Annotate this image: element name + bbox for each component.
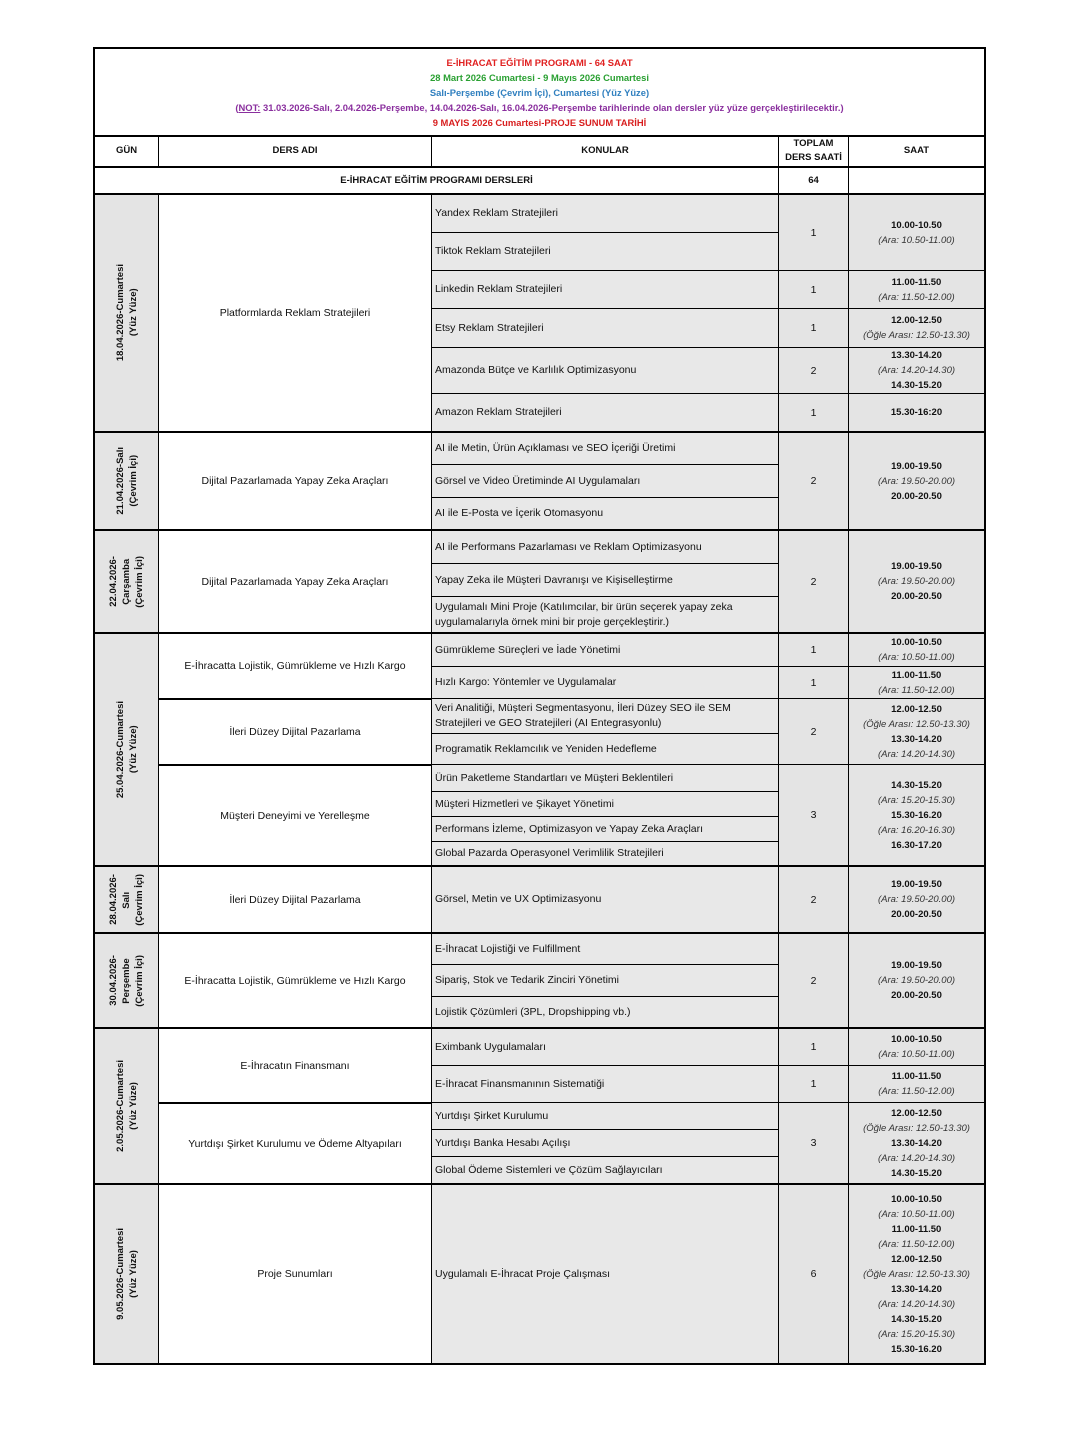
course-name: İleri Düzey Dijital Pazarlama bbox=[158, 865, 431, 932]
col-header-toplam-line2: DERS SAATİ bbox=[785, 151, 842, 163]
day-label: 22.04.2026- Çarşamba (Çevrim İçi) bbox=[108, 555, 145, 608]
topic-item: Gümrükleme Süreçleri ve İade Yönetimi bbox=[431, 632, 778, 666]
break-time: (Ara: 11.50-12.00) bbox=[878, 1238, 955, 1250]
topic-item: Amazon Reklam Stratejileri bbox=[431, 393, 778, 431]
break-time: (Öğle Arası: 12.50-13.30) bbox=[863, 330, 970, 341]
break-time: (Ara: 14.20-14.30) bbox=[877, 1152, 956, 1164]
topic-item: Müşteri Hizmetleri ve Şikayet Yönetimi bbox=[431, 791, 778, 816]
lesson-hours: 1 bbox=[778, 308, 848, 347]
time-range: 14.30-15.20 bbox=[891, 1313, 942, 1325]
time-slot bbox=[848, 1183, 984, 1363]
break-time: (Ara: 10.50-11.00) bbox=[878, 234, 955, 246]
time-range: 11.00-11.50 bbox=[891, 669, 942, 681]
topic-item: Eximbank Uygulamaları bbox=[431, 1027, 778, 1065]
lesson-hours: 3 bbox=[778, 764, 848, 865]
day-label: 30.04.2026- Perşembe (Çevrim İçi) bbox=[108, 954, 145, 1007]
time-slot bbox=[848, 1102, 984, 1183]
topic-item: Etsy Reklam Stratejileri bbox=[431, 308, 778, 347]
time-range: 19.00-19.50 bbox=[891, 879, 942, 890]
col-header-konular: KONULAR bbox=[431, 135, 778, 166]
col-header-ders-adi: DERS ADI bbox=[158, 135, 431, 166]
time-range: 14.30-15.20 bbox=[891, 380, 942, 391]
course-name: Dijital Pazarlamada Yapay Zeka Araçları bbox=[158, 431, 431, 529]
break-time: (Öğle Arası: 12.50-13.30) bbox=[863, 1268, 970, 1280]
lesson-hours: 1 bbox=[778, 270, 848, 308]
time-range: 10.00-10.50 bbox=[891, 637, 942, 648]
col-header-toplam bbox=[778, 135, 848, 166]
topic-item: Tiktok Reklam Stratejileri bbox=[431, 232, 778, 270]
day-cell bbox=[95, 431, 158, 529]
time-range: 12.00-12.50 bbox=[891, 703, 942, 715]
summary-empty-cell bbox=[848, 166, 984, 193]
topic-item: AI ile E-Posta ve İçerik Otomasyonu bbox=[431, 497, 778, 529]
col-header-gun: GÜN bbox=[115, 145, 138, 156]
time-range: 14.30-15.20 bbox=[891, 779, 942, 791]
topic-item: Hızlı Kargo: Yöntemler ve Uygulamalar bbox=[431, 666, 778, 698]
topic-item: E-İhracat Lojistiği ve Fulfillment bbox=[431, 932, 778, 964]
topic-item: Uygulamalı E-İhracat Proje Çalışması bbox=[431, 1183, 778, 1363]
schedule-table bbox=[93, 47, 986, 1365]
time-slot bbox=[848, 347, 984, 393]
time-range: 20.00-20.50 bbox=[891, 591, 942, 602]
time-range: 11.00-11.50 bbox=[891, 276, 942, 288]
program-header bbox=[95, 49, 984, 137]
topic-item: E-İhracat Finansmanının Sistematiği bbox=[431, 1065, 778, 1102]
topic-item: Uygulamalı Mini Proje (Katılımcılar, bir ürün seçerek yapay zeka uygulamalarıyla örnek mini bir proje gerçekleştirir.) bbox=[431, 596, 778, 632]
lesson-hours: 2 bbox=[778, 932, 848, 1027]
topic-item: Sipariş, Stok ve Tedarik Zinciri Yönetimi bbox=[431, 964, 778, 996]
topic-item: Yandex Reklam Stratejileri bbox=[431, 193, 778, 232]
course-name: E-İhracatta Lojistik, Gümrükleme ve Hızlı Kargo bbox=[158, 932, 431, 1027]
time-slot bbox=[848, 698, 984, 764]
topic-item: Lojistik Çözümleri (3PL, Dropshipping vb.) bbox=[431, 996, 778, 1027]
time-slot bbox=[848, 764, 984, 865]
presentation-date: 9 MAYIS 2026 Cumartesi-PROJE SUNUM TARİHİ bbox=[432, 117, 647, 128]
course-name: Müşteri Deneyimi ve Yerelleşme bbox=[158, 764, 431, 865]
topic-item: Global Pazarda Operasyonel Verimlilik Stratejileri bbox=[431, 841, 778, 865]
time-range: 13.30-14.20 bbox=[891, 350, 942, 361]
time-slot bbox=[848, 308, 984, 347]
course-name: Dijital Pazarlamada Yapay Zeka Araçları bbox=[158, 529, 431, 632]
note-open-paren: ( bbox=[235, 102, 239, 113]
program-dates: 28 Mart 2026 Cumartesi - 9 Mayıs 2026 Cumartesi bbox=[430, 72, 649, 83]
time-range: 11.00-11.50 bbox=[891, 1071, 942, 1082]
time-slot bbox=[848, 1027, 984, 1065]
topic-item: Global Ödeme Sistemleri ve Çözüm Sağlayıcıları bbox=[431, 1156, 778, 1183]
topic-item: Linkedin Reklam Stratejileri bbox=[431, 270, 778, 308]
note-text: 31.03.2026-Salı, 2.04.2026-Perşembe, 14.04.2026-Salı, 16.04.2026-Perşembe tarihlerinde olan dersler yüz yüze gerçekleştirilecektir.) bbox=[260, 102, 844, 113]
time-slot bbox=[848, 666, 984, 698]
lesson-hours: 6 bbox=[778, 1183, 848, 1363]
time-range: 14.30-15.20 bbox=[891, 1167, 942, 1179]
break-time: (Ara: 15.20-15.30) bbox=[877, 1328, 956, 1340]
break-time: (Ara: 10.50-11.00) bbox=[878, 1049, 955, 1060]
time-slot bbox=[848, 270, 984, 308]
time-range: 19.00-19.50 bbox=[891, 960, 942, 971]
time-range: 10.00-10.50 bbox=[891, 219, 942, 231]
time-range: 12.00-12.50 bbox=[891, 1253, 942, 1265]
time-slot bbox=[848, 193, 984, 270]
break-time: (Ara: 16.20-16.30) bbox=[877, 824, 956, 836]
time-slot bbox=[848, 932, 984, 1027]
break-time: (Ara: 14.20-14.30) bbox=[877, 365, 956, 376]
time-range: 10.00-10.50 bbox=[891, 1193, 942, 1205]
time-range: 20.00-20.50 bbox=[891, 990, 942, 1001]
day-cell bbox=[95, 632, 158, 865]
topic-item: Görsel ve Video Üretiminde AI Uygulamaları bbox=[431, 464, 778, 497]
break-time: (Ara: 19.50-20.00) bbox=[877, 475, 956, 487]
lesson-hours: 2 bbox=[778, 698, 848, 764]
course-name: Platformlarda Reklam Stratejileri bbox=[158, 193, 431, 431]
lesson-hours: 2 bbox=[778, 347, 848, 393]
topic-item: AI ile Performans Pazarlaması ve Reklam Optimizasyonu bbox=[431, 529, 778, 563]
day-label: 9.05.2026-Cumartesi (Yüz Yüze) bbox=[114, 1228, 139, 1320]
time-range: 13.30-14.20 bbox=[891, 733, 942, 745]
lesson-hours: 1 bbox=[778, 193, 848, 270]
time-range: 13.30-14.20 bbox=[891, 1137, 942, 1149]
time-range: 20.00-20.50 bbox=[891, 909, 942, 920]
topic-item: Yurtdışı Şirket Kurulumu bbox=[431, 1102, 778, 1129]
topic-item: Veri Analitiği, Müşteri Segmentasyonu, İleri Düzey SEO ile SEM Stratejileri ve GEO Stratejileri (AI Entegrasyonlu) bbox=[431, 698, 778, 733]
lesson-hours: 2 bbox=[778, 529, 848, 632]
lesson-hours: 3 bbox=[778, 1102, 848, 1183]
topic-item: Programatik Reklamcılık ve Yeniden Hedefleme bbox=[431, 733, 778, 764]
day-cell bbox=[95, 529, 158, 632]
program-note bbox=[95, 100, 984, 115]
topic-item: AI ile Metin, Ürün Açıklaması ve SEO İçeriği Üretimi bbox=[431, 431, 778, 464]
lesson-hours: 1 bbox=[778, 666, 848, 698]
break-time: (Ara: 10.50-11.00) bbox=[878, 1208, 955, 1220]
day-cell bbox=[95, 193, 158, 431]
lesson-hours: 2 bbox=[778, 865, 848, 932]
time-slot bbox=[848, 529, 984, 632]
topic-item: Ürün Paketleme Standartları ve Müşteri Beklentileri bbox=[431, 764, 778, 791]
time-range: 20.00-20.50 bbox=[891, 490, 942, 502]
time-slot bbox=[848, 865, 984, 932]
time-range: 16.30-17.20 bbox=[891, 839, 942, 851]
course-name: Proje Sunumları bbox=[158, 1183, 431, 1363]
lesson-hours: 1 bbox=[778, 1065, 848, 1102]
break-time: (Ara: 11.50-12.00) bbox=[878, 684, 955, 696]
break-time: (Ara: 14.20-14.30) bbox=[877, 1298, 956, 1310]
summary-label: E-İHRACAT EĞİTİM PROGRAMI DERSLERİ bbox=[95, 166, 778, 193]
topic-item: Yurtdışı Banka Hesabı Açılışı bbox=[431, 1129, 778, 1156]
col-header-saat: SAAT bbox=[848, 135, 984, 166]
day-cell bbox=[95, 865, 158, 932]
lesson-hours: 1 bbox=[778, 1027, 848, 1065]
time-slot bbox=[848, 393, 984, 431]
time-slot bbox=[848, 632, 984, 666]
lesson-hours: 1 bbox=[778, 393, 848, 431]
time-range: 19.00-19.50 bbox=[891, 561, 942, 572]
break-time: (Ara: 19.50-20.00) bbox=[877, 576, 956, 587]
day-label: 28.04.2026- Salı (Çevrim İçi) bbox=[108, 873, 145, 926]
day-label: 2.05.2026-Cumartesi (Yüz Yüze) bbox=[114, 1060, 139, 1152]
lesson-hours: 2 bbox=[778, 431, 848, 529]
break-time: (Ara: 11.50-12.00) bbox=[878, 291, 955, 303]
break-time: (Ara: 11.50-12.00) bbox=[878, 1086, 955, 1097]
course-name: Yurtdışı Şirket Kurulumu ve Ödeme Altyapıları bbox=[158, 1102, 431, 1183]
topic-item: Yapay Zeka ile Müşteri Davranışı ve Kişiselleştirme bbox=[431, 563, 778, 596]
time-range: 12.00-12.50 bbox=[891, 315, 942, 326]
day-label: 25.04.2026-Cumartesi (Yüz Yüze) bbox=[114, 700, 139, 799]
course-name: E-İhracatın Finansmanı bbox=[158, 1027, 431, 1102]
time-range: 11.00-11.50 bbox=[891, 1223, 942, 1235]
program-format: Salı-Perşembe (Çevrim İçi), Cumartesi (Yüz Yüze) bbox=[429, 87, 650, 98]
break-time: (Ara: 19.50-20.00) bbox=[877, 894, 956, 905]
lesson-hours: 1 bbox=[778, 632, 848, 666]
break-time: (Ara: 15.20-15.30) bbox=[877, 794, 956, 806]
note-label: NOT: bbox=[238, 102, 261, 113]
topic-item: Görsel, Metin ve UX Optimizasyonu bbox=[431, 865, 778, 932]
break-time: (Ara: 14.20-14.30) bbox=[877, 748, 956, 760]
time-range: 19.00-19.50 bbox=[891, 460, 942, 472]
col-header-toplam-line1: TOPLAM bbox=[793, 137, 834, 149]
day-label: 21.04.2026-Salı (Çevrim İçi) bbox=[114, 447, 139, 515]
time-range: 15.30-16.20 bbox=[891, 809, 942, 821]
summary-total: 64 bbox=[778, 166, 848, 193]
topic-item: Performans İzleme, Optimizasyon ve Yapay Zeka Araçları bbox=[431, 816, 778, 841]
time-range: 12.00-12.50 bbox=[891, 1107, 942, 1119]
time-slot bbox=[848, 431, 984, 529]
time-range: 15.30-16.20 bbox=[891, 1343, 942, 1355]
time-slot bbox=[848, 1065, 984, 1102]
time-range: 15.30-16:20 bbox=[890, 407, 943, 418]
day-label: 18.04.2026-Cumartesi (Yüz Yüze) bbox=[114, 264, 139, 362]
break-time: (Öğle Arası: 12.50-13.30) bbox=[863, 718, 970, 730]
break-time: (Ara: 10.50-11.00) bbox=[878, 652, 955, 663]
day-cell bbox=[95, 932, 158, 1027]
time-range: 10.00-10.50 bbox=[891, 1034, 942, 1045]
program-title: E-İHRACAT EĞİTİM PROGRAMI - 64 SAAT bbox=[446, 57, 633, 68]
topic-item: Amazonda Bütçe ve Karlılık Optimizasyonu bbox=[431, 347, 778, 393]
time-range: 13.30-14.20 bbox=[891, 1283, 942, 1295]
break-time: (Ara: 19.50-20.00) bbox=[877, 975, 956, 986]
course-name: İleri Düzey Dijital Pazarlama bbox=[158, 698, 431, 764]
break-time: (Öğle Arası: 12.50-13.30) bbox=[863, 1122, 970, 1134]
day-cell bbox=[95, 1183, 158, 1363]
day-cell bbox=[95, 1027, 158, 1183]
course-name: E-İhracatta Lojistik, Gümrükleme ve Hızlı Kargo bbox=[158, 632, 431, 698]
